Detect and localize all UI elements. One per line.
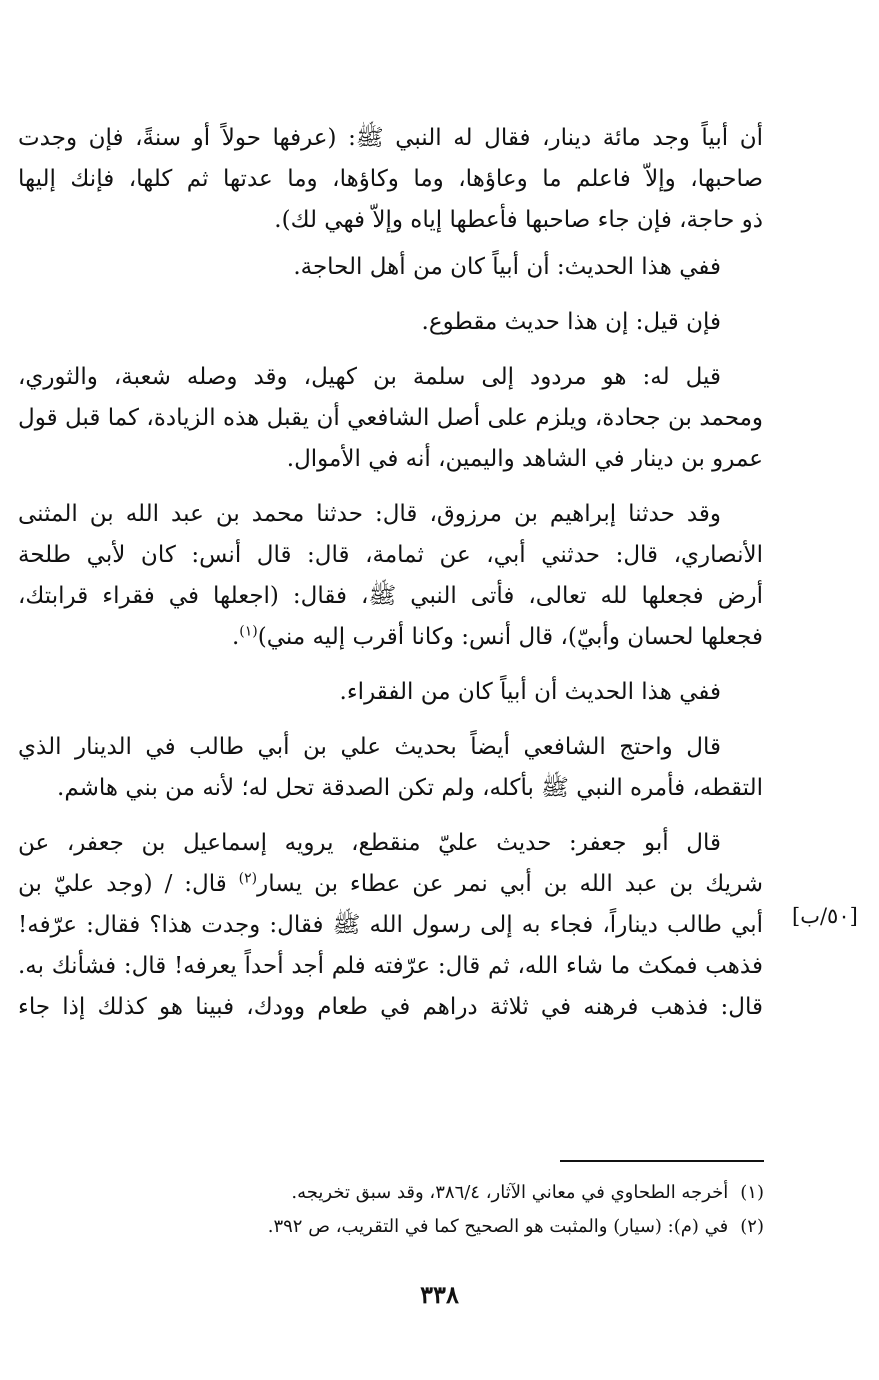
- text-segment: شريك بن عبد الله بن أبي نمر عن عطاء بن يسار: [257, 871, 763, 897]
- paragraph-2: [18, 247, 763, 288]
- text-line: فإن قيل: إن هذا حديث مقطوع.: [421, 309, 721, 335]
- text-line: ومحمد بن جحادة، ويلزم على أصل الشافعي أن يقبل هذه الزيادة، كما قبل قول: [18, 405, 763, 431]
- text-line: الأنصاري، قال: حدثني أبي، عن ثمامة، قال: قال أنس: كان لأبي طلحة: [18, 542, 763, 568]
- text-line: عمرو بن دينار في الشاهد واليمين، أنه في الأموال.: [286, 446, 763, 472]
- paragraph-3: [18, 302, 763, 343]
- text-line: فذهب فمكث ما شاء الله، ثم قال: عرّفته فلم أجد أحداً يعرفه! قال: فشأنك به.: [18, 953, 763, 979]
- paragraph-6: [18, 672, 763, 713]
- footnote-ref-2: (٢): [238, 870, 258, 887]
- text-line: أبي طالب ديناراً، فجاء به إلى رسول الله ﷺ فقال: وجدت هذا؟ فقال: عرّفه!: [18, 912, 763, 938]
- page-number: ٣٣٨: [420, 1280, 459, 1309]
- manuscript-folio-marker: [٥٠/ب]: [792, 904, 858, 928]
- text-line: صاحبها، وإلاّ فاعلم ما وعاؤها، وما وكاؤها، وما عدتها ثم كلها، فإنك إليها: [18, 166, 763, 192]
- text-line: وقد حدثنا إبراهيم بن مرزوق، قال: حدثنا محمد بن عبد الله بن المثنى: [18, 501, 721, 527]
- text-line: قيل له: هو مردود إلى سلمة بن كهيل، وقد وصله شعبة، والثوري،: [18, 364, 721, 390]
- footnote-separator: [560, 1160, 764, 1162]
- text-segment: فجعلها لحسان وأبيّ)، قال أنس: وكانا أقرب إليه مني): [257, 624, 763, 650]
- paragraph-1: [18, 118, 763, 241]
- footnote-number: (١): [740, 1182, 764, 1203]
- text-line: ففي هذا الحديث: أن أبياً كان من أهل الحاجة.: [293, 254, 721, 280]
- text-line: أرض فجعلها لله تعالى، فأتى النبي ﷺ، فقال: (اجعلها في فقراء قرابتك،: [18, 583, 763, 609]
- text-segment: قال: / (وجد عليّ بن: [18, 871, 239, 897]
- text-line: التقطه، فأمره النبي ﷺ بأكله، ولم تكن الصدقة تحل له؛ لأنه من بني هاشم.: [57, 775, 763, 801]
- paragraph-7: [18, 727, 763, 809]
- footnote-number: (٢): [740, 1216, 764, 1237]
- main-text: [18, 118, 763, 1042]
- text-line: ففي هذا الحديث أن أبياً كان من الفقراء.: [339, 679, 721, 705]
- text-line: قال: فذهب فرهنه في ثلاثة دراهم في طعام وودك، فبينا هو كذلك إذا جاء: [18, 994, 763, 1020]
- footnote-text: أخرجه الطحاوي في معاني الآثار، ٣٨٦/٤، وقد سبق تخريجه.: [291, 1182, 729, 1203]
- footnote-ref-1: (١): [239, 623, 258, 640]
- footnote-2: [150, 1210, 764, 1244]
- text-line: أن أبياً وجد مائة دينار، فقال له النبي ﷺ: (عرفها حولاً أو سنةً، فإن وجدت: [18, 125, 763, 151]
- paragraph-5: [18, 494, 763, 658]
- text-line-with-footnote: [18, 864, 763, 905]
- text-line: قال واحتج الشافعي أيضاً بحديث علي بن أبي طالب في الدينار الذي: [18, 734, 721, 760]
- paragraph-8: [18, 823, 763, 1028]
- footnote-1: [150, 1176, 764, 1210]
- text-line: قال أبو جعفر: حديث عليّ منقطع، يرويه إسماعيل بن جعفر، عن: [18, 830, 721, 856]
- footnotes: [150, 1176, 764, 1244]
- text-line-with-footnote: فجعلها لحسان وأبيّ)، قال أنس: وكانا أقرب إليه مني)$^{(١)}$.: [231, 623, 763, 650]
- text-line: ذو حاجة، فإن جاء صاحبها فأعطها إياه وإلاّ فهي لك).: [274, 207, 763, 233]
- footnote-text: في (م): (سيار) والمثبت هو الصحيح كما في التقريب، ص ٣٩٢.: [267, 1216, 729, 1237]
- paragraph-4: [18, 357, 763, 480]
